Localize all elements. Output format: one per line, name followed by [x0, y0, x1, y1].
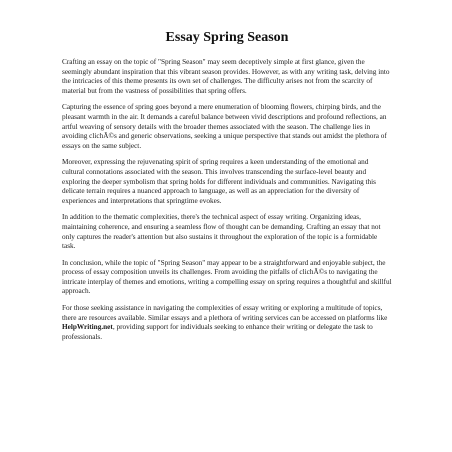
paragraph-4: In addition to the thematic complexities, there's the technical aspect of essay writing. Organizing ideas, maintaining coherence, and ensuring a seamless flow of thought can be demanding. Crafting an essay that not only captures the reader's attention but also sustains it throughout the exploration of the topic is a formidable task.: [62, 213, 381, 251]
paragraph-6-text-end: , providing support for individuals seeking to enhance their writing or delegate the task to professionals.: [62, 323, 373, 341]
paragraph-2: Capturing the essence of spring goes beyond a mere enumeration of blooming flowers, chirping birds, and the pleasant warmth in the air. It demands a careful balance between vivid descriptions and profound reflections, an artful weaving of sensory details with the broader themes associated with the season. The challenge lies in avoiding clichÃ©s and generic observations, seeking a unique perspective that stands out amidst the plethora of essays on the same subject.: [62, 103, 387, 150]
paragraph-6: [62, 304, 392, 342]
helpwriting-link-text: HelpWriting.net: [62, 323, 113, 332]
paragraph-3: Moreover, expressing the rejuvenating spirit of spring requires a keen understanding of the emotional and cultural connotations associated with the season. This involves transcending the surface-level beauty and exploring the deeper symbolism that spring holds for different individuals and communities. Navigating this delicate terrain requires a nuanced approach to language, as well as an appreciation for the diversity of experiences and interpretations that springtime evokes.: [62, 158, 376, 205]
paragraph-5: In conclusion, while the topic of "Spring Season" may appear to be a straightforward and enjoyable subject, the process of essay composition unveils its challenges. From avoiding the pitfalls of clichÃ©s to navigating the intricate interplay of themes and emotions, writing a compelling essay on spring requires a thoughtful and skillful approach.: [62, 258, 392, 296]
paragraph-1: Crafting an essay on the topic of "Spring Season" may seem deceptively simple at first glance, given the seemingly abundant inspiration that this vibrant season provides. However, as with any writing task, delving into the intricacies of this theme presents its own set of challenges. The difficulty arises not from the scarcity of material but from the vastness of possibilities that spring offers.: [62, 58, 390, 95]
document-page: [62, 30, 392, 349]
document-title: Essay Spring Season: [165, 30, 289, 45]
paragraph-6-text-start: For those seeking assistance in navigating the complexities of essay writing or exploring a multitude of topics, there are resources available. Similar essays and a plethora of writing services can be accessed on platforms like: [62, 304, 388, 322]
